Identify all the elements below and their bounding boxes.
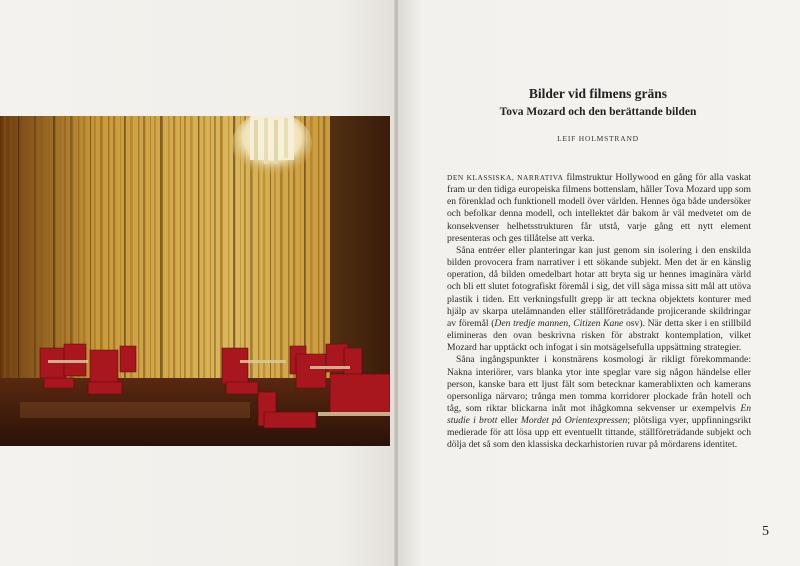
paragraph-3-text-b: ; plötsliga vyer, uppfinningsrikt medierade för att lösa upp ett eventuellt tittande, ställföreträdande subjekt och dölja det så som den klassiska deckarhistorien ruvar på mördarens identitet. [447,415,751,451]
curtain-fold [30,116,31,378]
lobby-photograph [0,116,390,446]
article-body [447,172,751,452]
curtain-fold [60,116,61,378]
curtain-fold [228,116,229,378]
curtain-fold [78,116,79,378]
article-author: LEIF HOLMSTRAND [557,134,639,143]
article-subtitle: Tova Mozard och den berättande bilden [499,106,697,118]
curtain-fold [40,116,43,378]
curtain-fold [23,116,25,378]
curtain-fold [173,116,175,378]
curtain-fold [203,116,205,378]
curtain-fold [34,116,36,378]
curtain-fold [318,116,319,378]
curtain-fold [143,116,145,378]
film-title-2: Mordet på Orientexpressen [520,415,628,427]
curtain-fold [64,116,66,378]
curtain-fold [94,116,96,378]
curtain-fold [124,116,126,378]
paragraph-2-text-b: osv). När detta sker i en stillbild elimineras den ovan beskrivna risken för abstrakt kontemplation, vilket Mozard har upptäckt och infogat i sin motsägelsefulla uppsättning strategier. [447,317,751,354]
curtain-fold [83,116,85,378]
curtain-fold [310,116,313,378]
paragraph-3 [447,354,751,451]
curtain-fold [184,116,186,378]
film-title-1: En studie i brott [447,402,751,427]
paragraph-2 [447,245,751,354]
curtain-fold [214,116,216,378]
curtain-fold [113,116,115,378]
curtain-fold [198,116,199,378]
floor-reflection [20,402,250,418]
curtain-fold [160,116,163,378]
lead-in: DEN KLASSISKA, NARRATIVA [447,173,564,182]
curtain-fold [210,116,211,378]
lobby-photo-svg [0,116,390,446]
curtain-fold [138,116,139,378]
page-number: 5 [762,524,769,539]
article-title: Bilder vid filmens gräns [528,86,668,101]
curtain-fold [130,116,133,378]
paragraph-2-text-a: Såna entréer eller planteringar kan just genom sin isolering i den enskilda bilden provocera fram narrativer i ett sökande subjekt. Men det är en känslig operation, då bilden omedelbart hotar att bryta sig ur hennes imaginära värld och bli ett slutet fotografiskt föremål i sig, det vill säga missa sitt mål att utöva plastik i tiden. Ett verkningsfullt grepp är att teckna objektets konturer med hjälp av skarpa utelämnanden eller ställföreträdande projicerande skildringar av föremål ( [447,244,751,329]
curtain-fold [90,116,91,378]
curtain-fold [323,116,325,378]
paragraph-3-text-a: Såna ingångspunkter i konstnärens kosmologi är rikligt förekommande: Nakna interiörer, vars blanka ytor inte speglar vare sig någon händelse eller person, kanske bara ett ljust fält som betecknar kamerablixten och kamerans opersonliga närvaro; trånga men tomma korridorer plockade från hotell och tåg, som riktar blickarna inåt mot ihågkomna sekvenser ur exempelvis [447,354,751,414]
film-titles: Den tredje mannen, Citizen Kane [494,317,624,329]
curtain-fold [150,116,151,378]
curtain-fold [168,116,169,378]
curtain-fold [10,116,13,378]
curtain-fold [108,116,109,378]
paragraph-1-text: filmstruktur Hollywood en gång för alla vaskat fram ur den tidiga europeiska filmens bottenslam, håller Tova Mozard upp som en förenklad och funktionell modell över världen. Hennes öga både undersöker och befolkar denna modell, och intellektet där bakom är väl medvetet om de konsekvenser helhetsstrukturen får utstå, varje gång ett nytt element presenteras och ges tillåtelse att verka. [447,172,751,244]
curtain-fold [120,116,121,378]
curtain-fold [48,116,49,378]
paragraph-1 [447,172,751,245]
curtain-fold [4,116,6,378]
curtain-fold [180,116,181,378]
curtain-fold [70,116,73,378]
chandelier [250,116,294,164]
curtain-fold [190,116,193,378]
curtain-fold [154,116,156,378]
left-page [0,0,396,566]
curtain-fold [100,116,103,378]
curtain-fold [53,116,55,378]
paragraph-3-text-mid: eller [497,415,521,427]
curtain-fold [0,116,1,378]
dark-column [330,116,390,376]
curtain-fold [18,116,19,378]
curtain-fold [220,116,223,378]
